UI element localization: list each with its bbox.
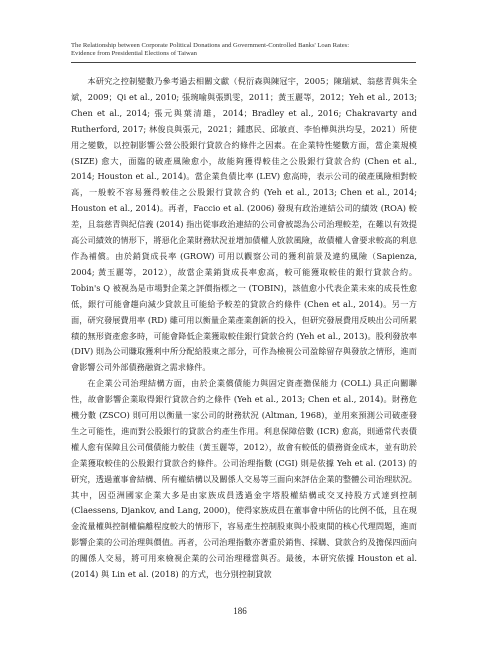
running-header-line-1: The Relationship between Corporate Political Donations and Government-Controlled Banks' Loan Rates: — [71, 42, 350, 49]
running-header — [71, 42, 411, 59]
running-header-line-2: Evidence from Presidential Elections of Taiwan — [71, 50, 197, 58]
header-divider — [71, 62, 416, 63]
paragraph-corporate-governance: 在企業公司治理結構方面，由於企業償債能力與固定資產擔保能力 (COLL) 具正向關聯性，故會影響企業取得銀行貸款合約之條件 (Yeh et al., 2013; Chen et al., 2014)。財務危機分數 (ZSCO) 則可用以衡量一家公司的財務狀況 (Altman, 1968)，並用來預測公司破產發生之可能性，進而對公股銀行的貸款合約產生作用。利息保障倍數 (ICR) 愈高，則通常代表債權人愈有保障且公司償債能力較佳（黃玉麗等，2012），故會有較低的債務資金成本，並有助於企業獲取較佳的公股銀行貸款合約條件。公司治理指數 (CGI) 則是依據 Yeh et al. (2013) 的研究，透過董事會結構、所有權結構以及關係人交易等三面向來評估企業的整體公司治理狀況。其中，因亞洲國家企業大多是由家族成員透過金字塔股權結構或交叉持股方式達到控制 (Claessens, Djankov, and Lang, 2000)，使得家族成員在董事會中所佔的比例不低，且在現金流量權與控制權偏離程度較大的情形下，容易產生控制股東與小股東間的核心代理問題，進而影響企業的公司治理與價值。再者，公司治理指數亦著重於銷售、採購、貸款合約及擔保四面向的關係人交易，將可用來檢視企業的公司治理穩當與否。最後，本研究依據 Houston et al. (2014) 與 Lin et al. (2018) 的方式，也分別控制貸款 — [71, 378, 417, 580]
paragraph-control-variables: 本研究之控制變數乃參考過去相關文獻（倪衍森與陳冠宇，2005；陳瑞斌、翁慈青與朱全斌，2009；Qi et al., 2010; 張琬喻與張凱雯，2011；黃玉麗等，2012；Yeh et al., 2013; Chen et al., 2014; 張元與葉清雄，2014；Bradley et al., 2016; Chakravarty and Rutherford, 2017; 林俊良與張元，2021；鍾惠民、邱敏貞、李怡樺與洪均旻，2021）所使用之變數，以控制影響公營公股銀行貸款合約條件之因素。在企業特性變數方面，當企業規模 (SIZE) 愈大，面臨的破產風險愈小，故能夠獲得較佳之公股銀行貸款合約 (Chen et al., 2014; Houston et al., 2014)。當企業負債比率 (LEV) 愈高時，表示公司的破產風險相對較高，一般較不容易獲得較佳之公股銀行貸款合約 (Yeh et al., 2013; Chen et al., 2014; Houston et al., 2014)。再者，Faccio et al. (2006) 發現有政治連結公司的績效 (ROA) 較差，且翁慈青與紀信義 (2014) 指出從事政治連結的公司會被認為公司治理較差，在難以有效提高公司績效的情形下，將惡化企業財務狀況並增加債權人放款風險，故債權人會要求較高的利息作為補償。由於銷貨成長率 (GROW) 可用以觀察公司的獲利前景及違約風險（Sapienza, 2004; 黃玉麗等，2012），故當企業銷貨成長率愈高，較可能獲取較佳的銀行貸款合約。Tobin's Q 被視為是市場對企業之評價指標之一 (TOBIN)，該值愈小代表企業未來的成長性愈低，銀行可能會趨向減少貸款且可能給予較差的貸款合約條件 (Chen et al., 2014)。另一方面，研究發展費用率 (RD) 雖可用以衡量企業產業創新的投入，但研究發展費用反映出公司所累積的無形資產愈多時，可能會降低企業獲取較佳銀行貸款合約 (Yeh et al., 2013)。股利發放率 (DIV) 則為公司賺取獲利中所分配給股東之部分，可作為檢視公司盈餘留存與發放之情形，進而會影響公司外部債務融資之需求條件。 — [71, 76, 417, 373]
article-body — [71, 74, 417, 583]
page-number: 186 — [233, 606, 247, 616]
